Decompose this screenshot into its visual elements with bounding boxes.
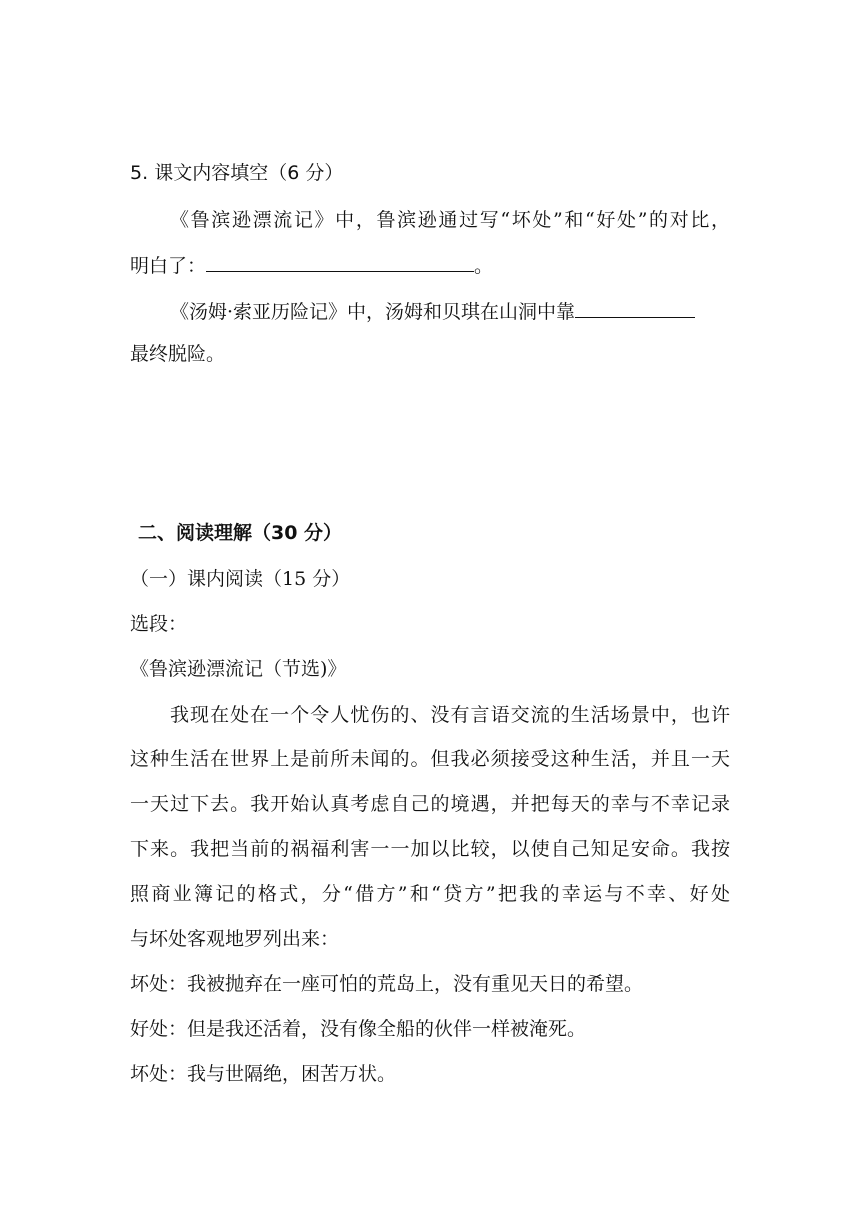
question-title-text: 课文内容填空（	[154, 162, 288, 184]
question-score: 6	[287, 162, 300, 184]
answer-blank-1[interactable]	[206, 253, 474, 272]
excerpt-line-1: 我现在处在一个令人忧伤的、没有言语交流的生活场景中，也许	[170, 704, 730, 726]
q5-paragraph-1-line-1: 《鲁滨逊漂流记》中，鲁滨逊通过写“坏处”和“好处”的对比，	[170, 209, 730, 231]
section-2-sub-heading: （一）课内阅读（15 分）	[130, 568, 351, 590]
section-2-heading: 二、阅读理解（30 分）	[138, 522, 343, 544]
q5-p2-prefix: 《汤姆·索亚历险记》中，汤姆和贝琪在山洞中靠	[170, 301, 576, 323]
question-title-end: 分）	[305, 162, 344, 184]
excerpt-title: 《鲁滨逊漂流记（节选)》	[130, 658, 347, 680]
excerpt-line-5: 照商业簿记的格式，分“借方”和“贷方”把我的幸运与不幸、好处	[130, 883, 730, 905]
answer-blank-2[interactable]	[575, 299, 695, 318]
q5-paragraph-1-line-2	[130, 253, 493, 278]
q5-paragraph-2-line-1	[170, 299, 695, 324]
question-number: 5.	[130, 162, 149, 184]
q5-line-2-prefix: 明白了：	[130, 255, 207, 277]
excerpt-label: 选段：	[130, 613, 188, 635]
excerpt-line-3: 一天过下去。我开始认真考虑自己的境遇，并把每天的幸与不幸记录	[130, 793, 730, 815]
list-item-bad-1: 坏处：我被抛弃在一座可怕的荒岛上，没有重见天日的希望。	[130, 973, 644, 995]
q5-paragraph-2-line-2: 最终脱险。	[130, 343, 226, 365]
excerpt-line-6: 与坏处客观地罗列出来：	[130, 928, 340, 950]
list-item-bad-2: 坏处：我与世隔绝，困苦万状。	[130, 1063, 397, 1085]
excerpt-line-2: 这种生活在世界上是前所未闻的。但我必须接受这种生活，并且一天	[130, 748, 730, 770]
excerpt-line-4: 下来。我把当前的祸福利害一一加以比较，以使自己知足安命。我按	[130, 838, 730, 860]
q5-line-2-suffix: 。	[474, 255, 494, 277]
list-item-good-1: 好处：但是我还活着，没有像全船的伙伴一样被淹死。	[130, 1018, 587, 1040]
question-5-title	[130, 161, 343, 185]
